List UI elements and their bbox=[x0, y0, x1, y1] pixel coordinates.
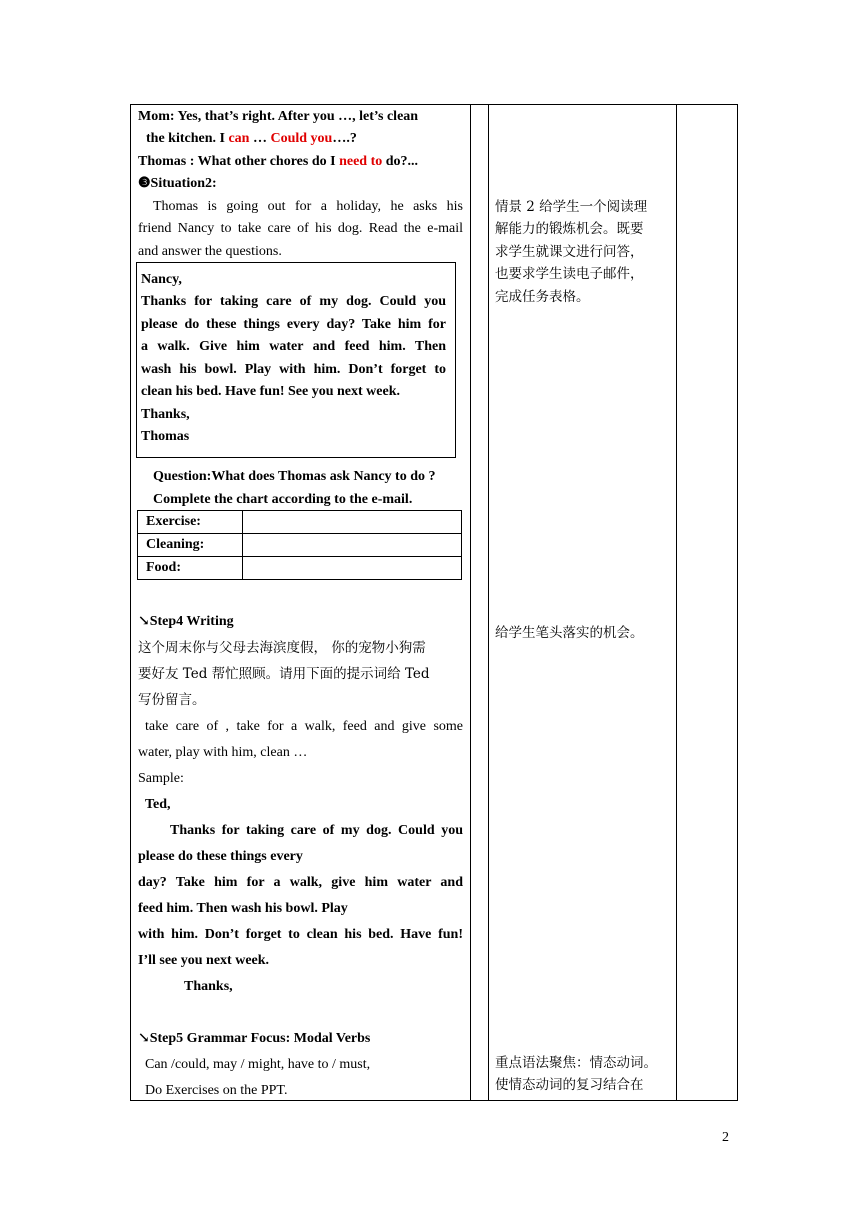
chart-label: Food: bbox=[138, 557, 243, 580]
note3-line-1: 重点语法聚焦：情态动词。 bbox=[495, 1055, 657, 1071]
email-line-5: clean his bed. Have fun! See you next week. bbox=[141, 384, 400, 399]
column-divider-1 bbox=[470, 104, 471, 1101]
sample-line-1: Thanks for taking care of my dog. Could you bbox=[170, 823, 463, 838]
sample-line-5: with him. Don’t forget to clean his bed. Have fun! bbox=[138, 927, 463, 942]
sample-greeting: Ted, bbox=[145, 797, 171, 812]
chart-label: Cleaning: bbox=[138, 534, 243, 557]
table-row bbox=[138, 511, 462, 534]
dialogue-line-1: Mom: Yes, that’s right. After you …, let’s clean bbox=[138, 109, 419, 124]
email-greeting: Nancy, bbox=[141, 272, 182, 287]
sample-line-6: I’ll see you next week. bbox=[138, 953, 270, 968]
chart-answer-cell[interactable] bbox=[243, 534, 462, 557]
note1-line-1: 情景 2 给学生一个阅读理 bbox=[495, 199, 648, 215]
note2: 给学生笔头落实的机会。 bbox=[495, 625, 644, 641]
table-row bbox=[138, 534, 462, 557]
chart-answer-cell[interactable] bbox=[243, 511, 462, 534]
sample-label: Sample: bbox=[138, 771, 184, 786]
sample-line-2: please do these things every bbox=[138, 849, 303, 864]
table-row bbox=[138, 557, 462, 580]
dialogue-line-3: Thomas : What other chores do I need to do?... bbox=[138, 154, 419, 169]
column-divider-2 bbox=[488, 104, 489, 1101]
step4-hint-line-2: water, play with him, clean … bbox=[138, 745, 308, 760]
step5-heading: ↘Step5 Grammar Focus: Modal Verbs bbox=[138, 1031, 371, 1046]
sample-line-3: day? Take him for a walk, give him water and bbox=[138, 875, 463, 890]
note1-line-2: 解能力的锻炼机会。既要 bbox=[495, 221, 644, 237]
email-line-3: a walk. Give him water and feed him. Then bbox=[141, 339, 446, 354]
question-line-1: Question:What does Thomas ask Nancy to do ? bbox=[153, 469, 436, 484]
email-line-6: Thanks, bbox=[141, 407, 190, 422]
email-line-4: wash his bowl. Play with him. Don’t forget to bbox=[141, 362, 446, 377]
column-divider-3 bbox=[676, 104, 677, 1101]
step5-line-1: Can /could, may / might, have to / must, bbox=[145, 1057, 371, 1072]
step4-cn-line-2: 要好友 Ted 帮忙照顾。请用下面的提示词给 Ted bbox=[138, 666, 430, 682]
chart-label: Exercise: bbox=[138, 511, 243, 534]
sample-line-7: Thanks, bbox=[184, 979, 233, 994]
situation2-heading: ❸Situation2: bbox=[138, 176, 217, 191]
email-line-7: Thomas bbox=[141, 429, 190, 444]
sample-line-4: feed him. Then wash his bowl. Play bbox=[138, 901, 348, 916]
situation2-line-2: friend Nancy to take care of his dog. Read the e-mail bbox=[138, 221, 463, 236]
note1-line-3: 求学生就课文进行问答， bbox=[495, 244, 644, 260]
task-chart bbox=[137, 510, 462, 580]
email-line-1: Thanks for taking care of my dog. Could you bbox=[141, 294, 446, 309]
situation2-line-1: Thomas is going out for a holiday, he asks his bbox=[153, 199, 463, 214]
step4-cn-line-1: 这个周末你与父母去海滨度假， 你的宠物小狗需 bbox=[138, 640, 426, 656]
step5-line-2: Do Exercises on the PPT. bbox=[145, 1083, 288, 1098]
email-line-2: please do these things every day? Take him for bbox=[141, 317, 446, 332]
step4-hint-line-1: take care of , take for a walk, feed and give some bbox=[145, 719, 463, 734]
note1-line-4: 也要求学生读电子邮件， bbox=[495, 266, 644, 282]
situation2-line-3: and answer the questions. bbox=[138, 244, 282, 259]
step4-heading: ↘Step4 Writing bbox=[138, 614, 234, 629]
question-line-2: Complete the chart according to the e-mail. bbox=[153, 492, 413, 507]
note1-line-5: 完成任务表格。 bbox=[495, 289, 590, 305]
dialogue-line-2: the kitchen. I can … Could you….? bbox=[146, 131, 357, 146]
note3-line-2: 使情态动词的复习结合在 bbox=[495, 1077, 644, 1093]
step4-cn-line-3: 写份留言。 bbox=[138, 692, 206, 708]
chart-answer-cell[interactable] bbox=[243, 557, 462, 580]
page-number: 2 bbox=[722, 1130, 729, 1145]
